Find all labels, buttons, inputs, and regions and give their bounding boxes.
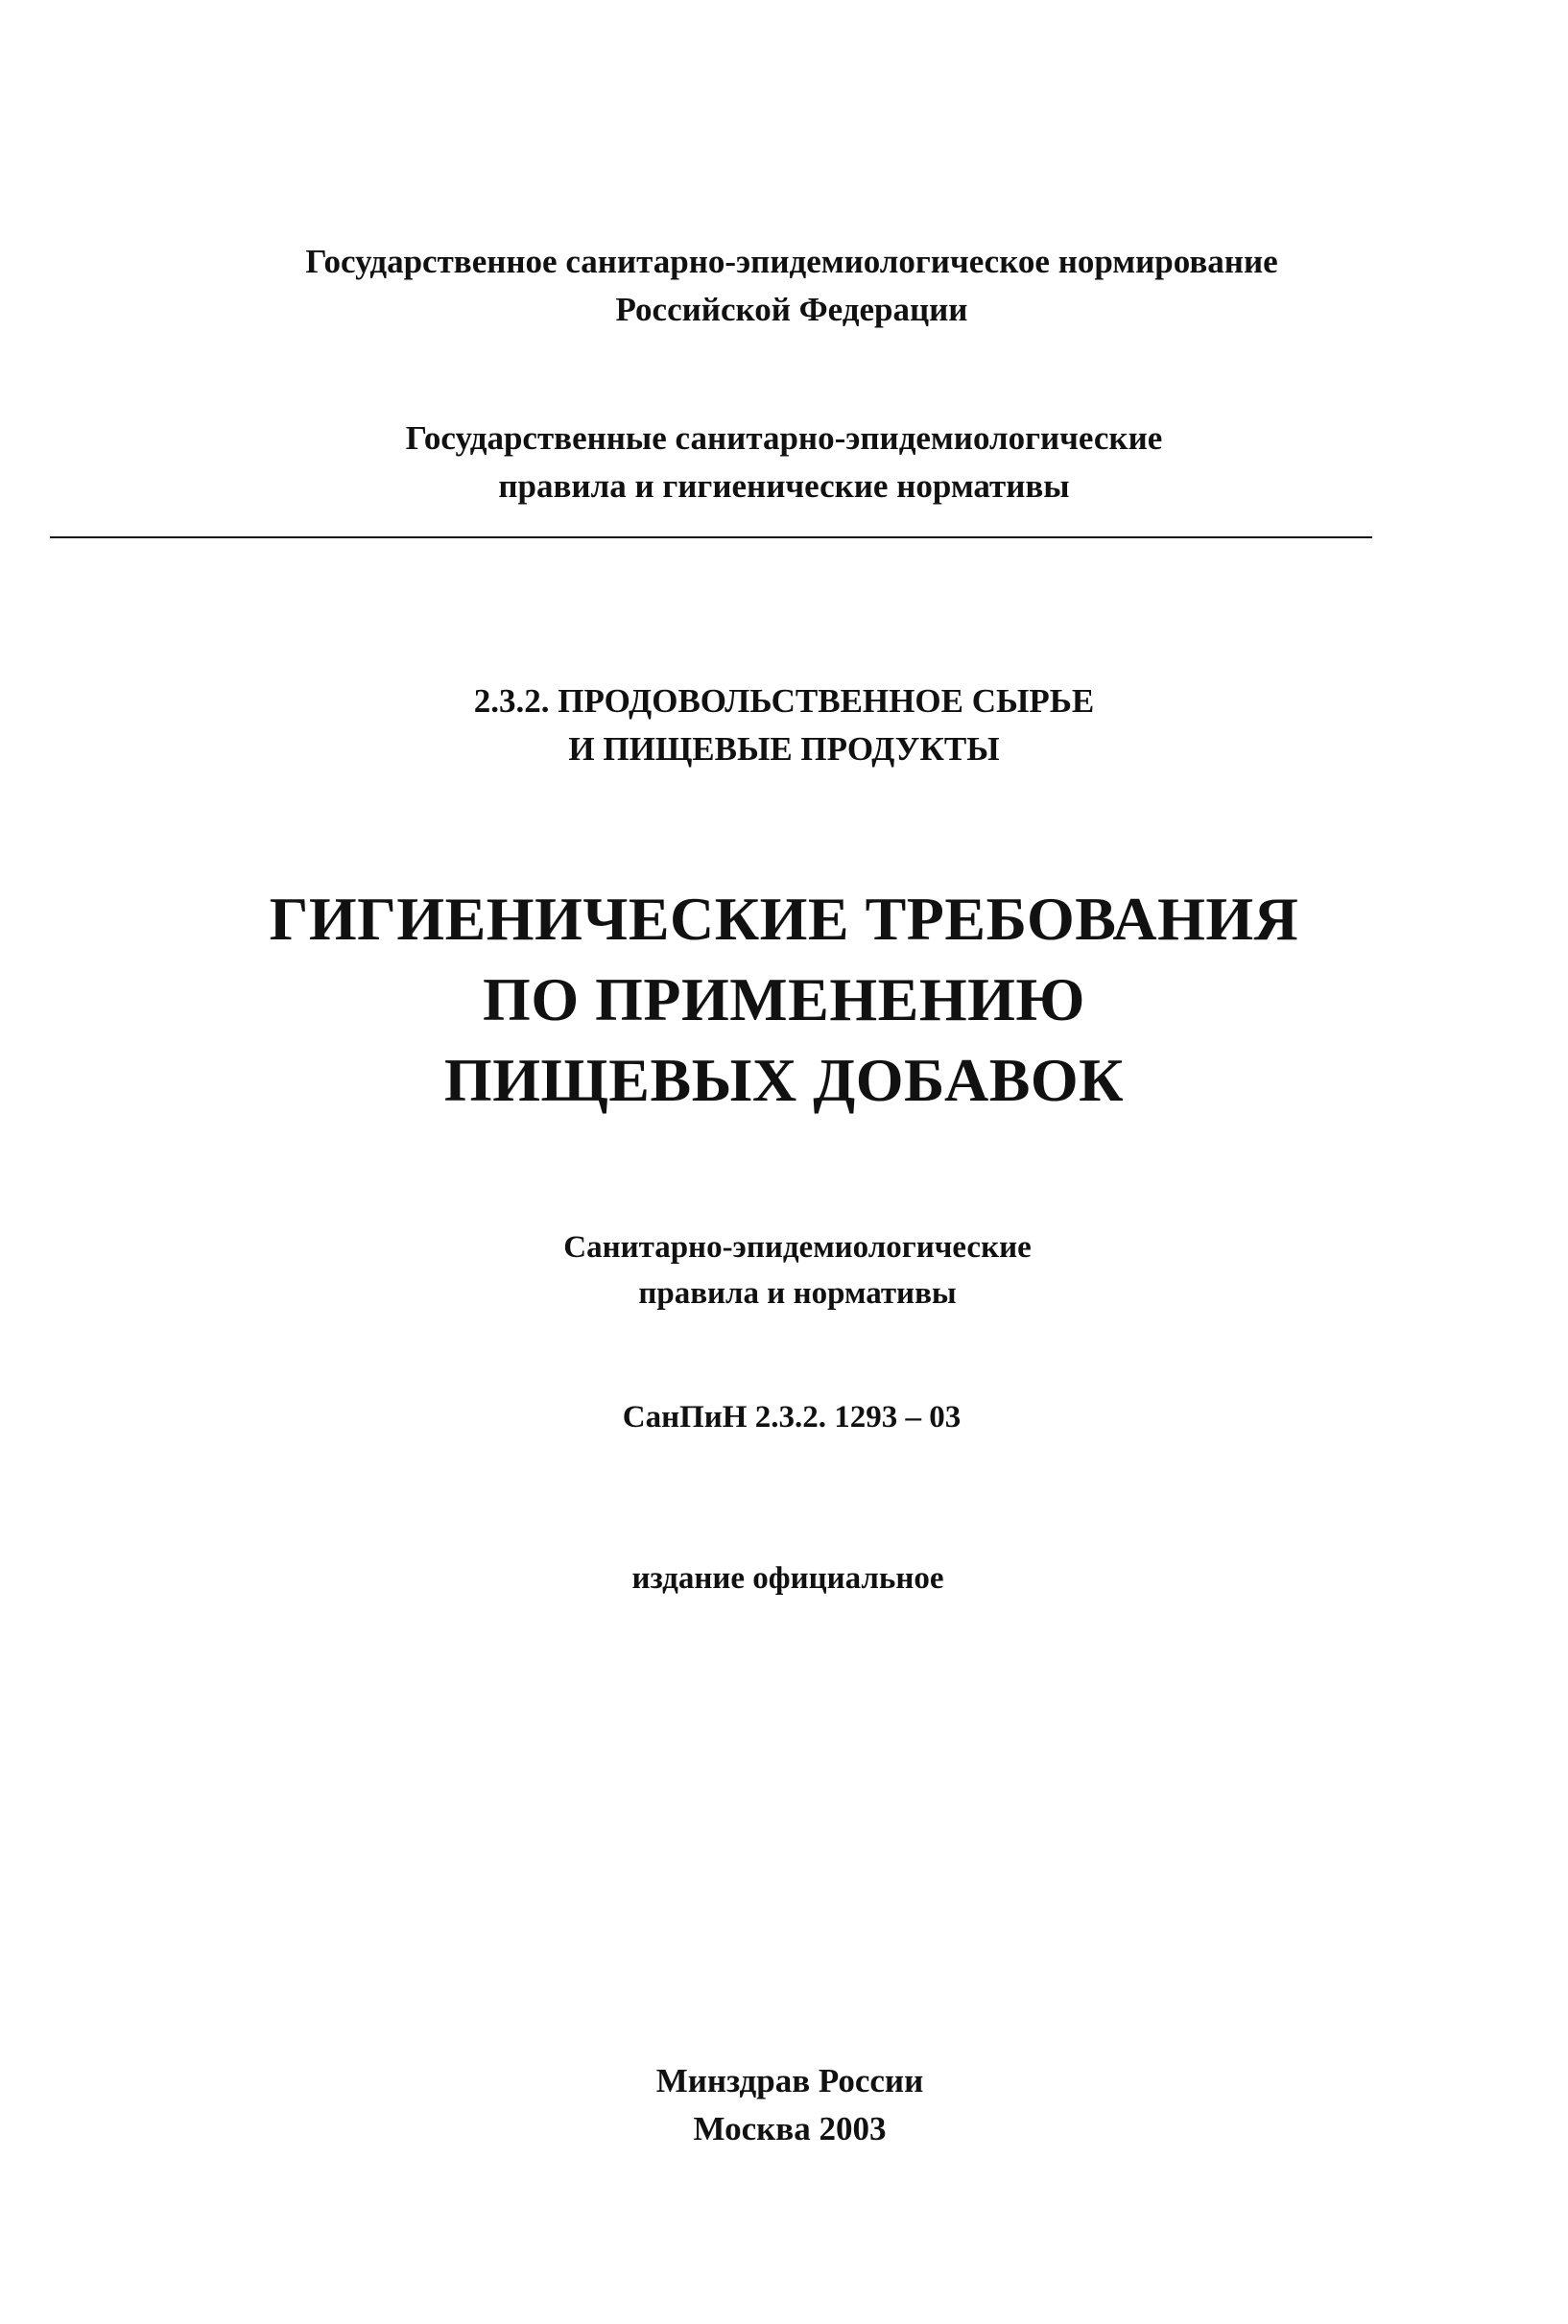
document-title (0, 879, 1568, 1121)
rules-series (0, 415, 1568, 510)
publisher-line-2: Москва 2003 (693, 2110, 887, 2147)
publisher-imprint (0, 2057, 1568, 2153)
issuing-authority (0, 238, 1568, 334)
horizontal-divider (50, 536, 1372, 538)
document-code-text: СанПиН 2.3.2. 1293 – 03 (622, 1400, 962, 1435)
section-heading (0, 677, 1568, 773)
authority-line-2: Российской Федерации (615, 291, 968, 328)
section-line-2: И ПИЩЕВЫЕ ПРОДУКТЫ (568, 730, 1000, 768)
title-line-3: ПИЩЕВЫХ ДОБАВОК (443, 1046, 1125, 1114)
title-line-1: ГИГИЕНИЧЕСКИЕ ТРЕБОВАНИЯ (269, 885, 1299, 953)
subtitle-line-1: Санитарно-эпидемиологические (563, 1230, 1032, 1265)
document-subtitle (0, 1224, 1568, 1316)
subtitle-line-2: правила и нормативы (638, 1276, 957, 1311)
rules-line-1: Государственные санитарно-эпидемиологические (405, 419, 1163, 457)
document-code (0, 1394, 1568, 1440)
title-line-2: ПО ПРИМЕНЕНИЮ (483, 965, 1085, 1033)
authority-line-1: Государственное санитарно-эпидемиологическое нормирование (305, 243, 1278, 280)
edition-note (0, 1555, 1568, 1601)
edition-text: издание официальное (631, 1561, 944, 1596)
rules-line-2: правила и гигиенические нормативы (498, 467, 1070, 505)
section-line-1: 2.3.2. ПРОДОВОЛЬСТВЕННОЕ СЫРЬЕ (473, 682, 1095, 720)
publisher-line-1: Минздрав России (655, 2062, 924, 2099)
